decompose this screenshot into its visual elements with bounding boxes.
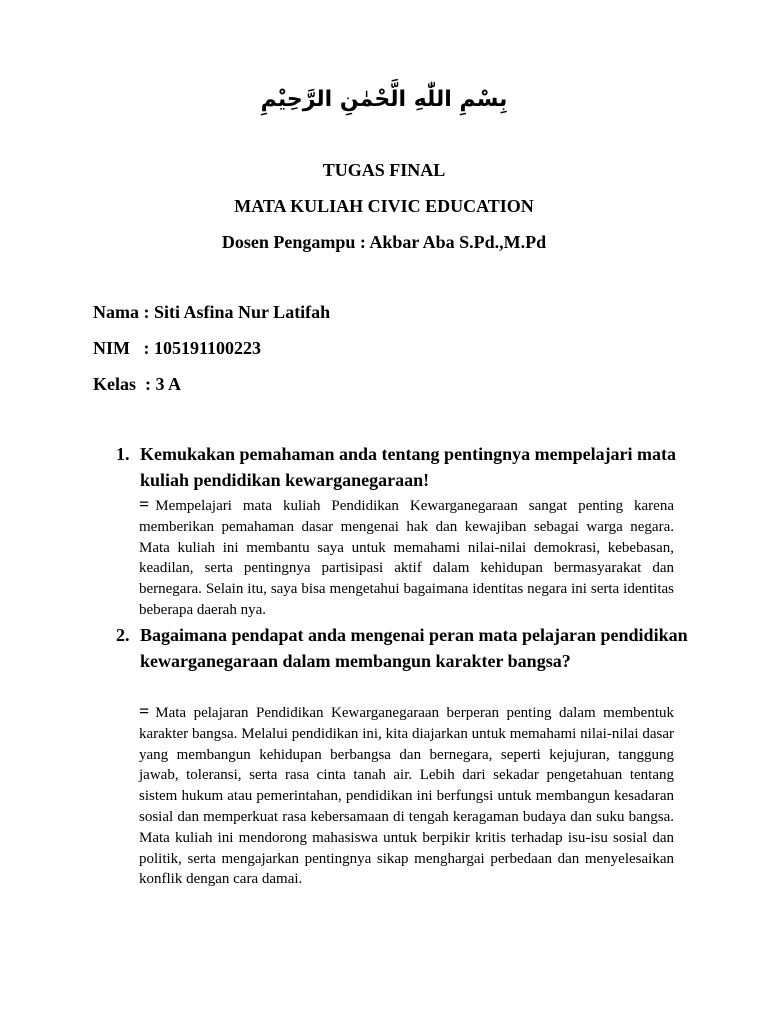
answer-2 xyxy=(139,701,674,890)
question-number: 1. xyxy=(116,444,130,464)
answer-marker: = xyxy=(139,701,150,721)
question-text: Kemukakan pemahaman anda tentang pentingnya mempelajari mata kuliah pendidikan kewarganegaraan! xyxy=(140,444,677,490)
student-class: Kelas : 3 A xyxy=(93,374,181,394)
answer-text: Mempelajari mata kuliah Pendidikan Kewarganegaraan sangat penting karena memberikan pemahaman dasar mengenai hak dan kewajiban sebagai warga negara. Mata kuliah ini membantu saya untuk memahami nilai-nilai demokrasi, kebebasan, keadilan, serta pentingnya partisipasi aktif dalam kehidupan bermasyarakat dan bernegara. Selain itu, saya bisa mengetahui bagaimana identitas negara ini serta identitas beberapa daerah nya. xyxy=(139,498,674,618)
question-number: 2. xyxy=(116,625,130,645)
course-name: MATA KULIAH CIVIC EDUCATION xyxy=(234,196,534,216)
lecturer-line: Dosen Pengampu : Akbar Aba S.Pd.,M.Pd xyxy=(221,232,547,252)
bismillah-heading: بِسْمِ اللّٰهِ الَّحْمٰنِ الرَّحِيْمِ xyxy=(260,87,508,112)
answer-marker: = xyxy=(139,494,150,514)
answer-1 xyxy=(139,494,674,621)
student-nim: NIM : 105191100223 xyxy=(93,338,261,358)
student-name: Nama : Siti Asfina Nur Latifah xyxy=(93,302,331,322)
question-1 xyxy=(116,441,700,493)
answer-text: Mata pelajaran Pendidikan Kewarganegaraan berperan penting dalam membentuk karakter bangsa. Melalui pendidikan ini, kita diajarkan untuk memahami nilai-nilai dasar yang membangun kehidupan berbangsa dan bernegara, seperti kejujuran, tanggung jawab, toleransi, serta rasa cinta tanah air. Lebih dari sekadar pengetahuan tentang sistem hukum atau pemerintahan, pendidikan ini berfungsi untuk membangun kesadaran sosial dan memperkuat rasa kebersamaan di tengah keragaman budaya dan suku bangsa. Mata kuliah ini mendorong mahasiswa untuk berpikir kritis terhadap isu-isu sosial dan politik, serta mengajarkan pentingnya sikap menghargai perbedaan dan menyelesaikan konflik dengan cara damai. xyxy=(139,705,674,888)
document-title: TUGAS FINAL xyxy=(322,160,446,180)
question-text: Bagaimana pendapat anda mengenai peran mata pelajaran pendidikan kewarganegaraan dalam membangun karakter bangsa? xyxy=(140,625,688,671)
question-2 xyxy=(116,622,700,674)
